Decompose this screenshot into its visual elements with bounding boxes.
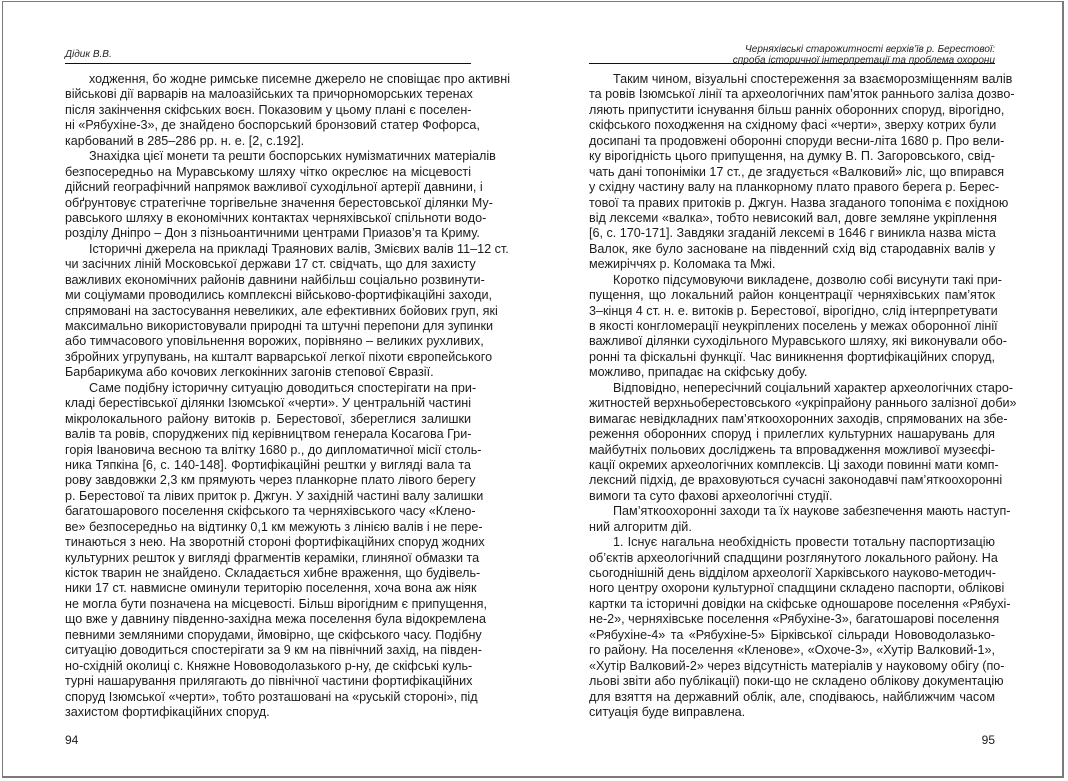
page-number: 95	[981, 733, 995, 747]
text-line: «Хутір Валковий-2» через відсутність матеріалів у науковому обігу (по-	[589, 658, 1005, 673]
paragraph	[589, 272, 1007, 381]
text-line: об’єктів археологічний спадщини розглянутого локального району. На	[589, 550, 998, 565]
text-line: Барбарикума або кочових легкокінних загонів степової Євразії.	[65, 365, 434, 380]
text-line: ронні та фіскальні функції. Час виникнення фортифікаційних споруд,	[589, 349, 995, 364]
paragraph	[589, 535, 1011, 720]
right-page-body	[589, 72, 1017, 720]
text-line: майбутніх польових досліджень та впровадження можливої музеєфі-	[589, 442, 995, 457]
text-line: вимоги та суто фахові археологічні студії.	[589, 488, 833, 503]
text-line: спрямовані на застосування невеликих, але ефективних бойових груп, які	[65, 303, 498, 318]
paragraph	[65, 380, 487, 721]
text-line: не-2», черняхівське поселення «Рябухіне-3», багатошарові поселення	[589, 612, 1000, 627]
text-line: важливої ділянки суходільного Муравського шляху, які виконували обо-	[589, 334, 1007, 349]
text-line: ні «Рябухіне-3», де знайдено боспорський бронзовий статер Фофорса,	[65, 118, 480, 133]
text-line: 3–кінця 4 ст. н. е. витоків р. Берестової, вірогідно, слід інтерпретувати	[589, 303, 998, 318]
text-line: Історичні джерела на прикладі Траянових валів, Змієвих валів 11–12 ст.	[89, 241, 509, 256]
text-line: у східну частину валу на планкорному плато правого берега р. Берес-	[589, 180, 1000, 195]
text-line: не могла бути позначена на місцевості. Більш вірогідним є припущення,	[65, 596, 487, 611]
text-line: захистом фортифікаційних споруд.	[65, 704, 270, 719]
text-line: [6, с. 170-171]. Завдяки згаданій лексемі в 1646 г виникла назва міста	[589, 226, 996, 241]
text-line: житностей верхньоберестовського «укріпрайону раннього залізної доби»	[589, 396, 1017, 411]
text-line: багатошарового поселення скіфського та черняхівського часу «Кленo-	[65, 504, 476, 519]
text-line: дійсний географічний напрямок важливої суходільної артерії давнини, і	[65, 180, 483, 195]
text-line: збройних угрупувань, на кшталт варварської легкої піхоти європейського	[65, 349, 493, 364]
text-line: для взяття на державний облік, але, сподіваюсь, найближчим часом	[589, 689, 995, 704]
text-line: Відповідно, непересічний соціальний характер археологічних старо-	[613, 380, 1014, 395]
text-line: Коротко підсумовуючи викладене, дозволю собі висунути такі при-	[613, 272, 1002, 287]
text-line: що вже у давнину південно-західна межа поселення була відокремлена	[65, 612, 486, 627]
text-line: «Рябухіне-4» та «Рябухіне-5» Бірківської сільради Нововодолазько-	[589, 627, 995, 642]
text-line: пущення, що локальний район концентрації черняхівських пам’яток	[589, 288, 995, 303]
text-line: льові звіти або публікації) поки-що не складено облікову документацію	[589, 674, 1004, 689]
text-line: ку вірогідність цього припущення, на думку В. П. Загоровського, свід-	[589, 149, 995, 164]
text-line: сьогоднішній день відділом археології Харківського науково-методич-	[589, 566, 996, 580]
text-line: в якості конгломерації неукріплених поселень у межах оборонної лінії	[589, 319, 998, 333]
text-line: мікролокального району витоків р. Берестової, збереглися залишки	[65, 411, 471, 426]
text-line: ходження, бо жодне римське писемне джерело не сповіщає про активні	[89, 72, 510, 86]
text-line: можливо, припадає на скіфську добу.	[589, 365, 808, 380]
text-line: Валок, яке було засноване на південний схід від стародавніх валів у	[589, 241, 995, 256]
text-line: межиріччях р. Коломака та Мжі.	[589, 257, 776, 272]
header-rule	[65, 63, 471, 64]
text-line: ного центру охорони культурної спадщини складено паспорти, облікові	[589, 581, 1005, 596]
text-line: безпосередньо на Муравському шляху чітко окреслює на місцевості	[65, 164, 471, 179]
text-line: ситуація буде виправлена.	[589, 704, 746, 719]
text-line: ника Тяпкіна [6, с. 140-148]. Фортифікаційні рештки у вигляді вала та	[65, 457, 471, 472]
paragraph	[589, 380, 1017, 505]
text-line: ми соціумами проводились комплексні військово-фортифікаційні заходи,	[65, 288, 493, 303]
text-line: кації окремих археологічних комплексів. Ці заходи повинні мати комп-	[589, 457, 999, 472]
text-line: після закінчення скіфських воєн. Показовим у цьому плані є поселен-	[65, 102, 472, 117]
text-line: рову завдовжки 2,3 км прямують через планкорне плато лівого берегу	[65, 473, 476, 488]
text-line: скіфського походження на східному фасі «черти», зверху котрих були	[589, 118, 997, 133]
text-line: картки та історичні довідки на скіфське одношарове поселення «Рябухі-	[589, 596, 1011, 611]
text-line: Знахідка цієї монети та решти боспорських нумізматичних матеріалів	[89, 149, 496, 164]
header-title-line: спроба історичної інтерпретації та проблема охорони	[732, 55, 995, 66]
text-line: або тимчасового уповільнення ворожих, порівняно – великих рухливих,	[65, 334, 484, 349]
text-line: карбований в 285–286 рр. н. е. [2, с.192].	[65, 133, 305, 148]
text-line: го району. На поселення «Кленове», «Охоче-3», «Хутір Валковий-1»,	[589, 643, 995, 658]
text-line: ники 17 ст. навмисне оминули територію поселення, хоча вона аж ніяк	[65, 581, 477, 596]
text-line: ляють припустити існування більш ранніх оборонних споруд, вірогідно,	[589, 102, 1005, 117]
text-line: р. Берестової та лівих приток р. Джгун. У західній частині валу залишки	[65, 488, 484, 503]
paragraph	[65, 149, 496, 242]
text-line: кісток тварин не знайдено. Складається хибне враження, що будівель-	[65, 566, 481, 580]
text-line: реження оборонних споруд і прилеглих культурних нашарувань для	[589, 427, 995, 442]
text-line: кладі берестівської ділянки Ізюмської «черти». У центральній частині	[65, 396, 471, 411]
text-line: ве» безпосередньо на відтинку 0,1 км межують з лінією валів і не пере-	[65, 519, 483, 534]
text-line: ситуацію доводиться спостерігати за 9 км на північний захід, на півден-	[65, 643, 482, 658]
text-line: валів та ровів, споруджених під керівництвом генерала Косагова Гри-	[65, 427, 472, 442]
text-line: досипані та продовжені оборонні споруди весни-літа 1680 р. Про вели-	[589, 133, 1005, 148]
left-page-body	[65, 72, 510, 720]
text-line: максимально використовували природні та штучні перепони для зупинки	[65, 319, 494, 333]
text-line: певними земляними спорудами, ймовірно, ще скіфського часу. Подібну	[65, 627, 482, 642]
text-line: Таким чином, візуальні спостереження за взаєморозміщенням валів	[613, 72, 1013, 86]
text-line: важливих економічних районів давнини найбільш соціально розвинути-	[65, 272, 485, 287]
header-title-line: Черняхівські старожитності верхів’їв р. Берестової:	[745, 44, 995, 55]
text-line: чать дані топоніміки 17 ст., де згадується «Валковий» ліс, що впирався	[589, 164, 1005, 179]
text-line: ний алгоритм дій.	[589, 519, 692, 534]
text-line: споруд Ізюмської «черти», тобто розташовані на «руській стороні», під	[65, 689, 478, 704]
text-line: та ровів Ізюмської лінії та археологічних пам’яток раннього заліза дозво-	[589, 87, 1015, 102]
paragraph	[589, 504, 1011, 535]
text-line: тинаються з нею. На зворотній стороні фортифікаційних споруд жодних	[65, 535, 485, 550]
text-line: чи засічних ліній Московської держави 17 ст. свідчать, що для захисту	[65, 257, 476, 272]
text-line: лексний підхід, де враховуються сучасні законодавчі пам’яткоохоронні	[589, 473, 1003, 488]
running-header-author: Дідик В.В.	[65, 49, 112, 60]
text-line: від лексеми «валка», тобто невисокий вал, довге земляне укріплення	[589, 210, 997, 225]
text-line: 1. Існує нагальна необхідність провести тотальну паспортизацію	[613, 535, 995, 550]
paragraph	[65, 241, 509, 381]
text-line: турні нашарування прилягають до північної частини фортифікаційних	[65, 674, 473, 689]
text-line: культурних решток у вигляді фрагментів кераміки, глиняної обмазки та	[65, 550, 480, 565]
paragraph	[589, 72, 1015, 273]
text-line: равського шляху в економічних контактах черняхівської спільноти водо-	[65, 210, 487, 225]
text-line: горія Івановича весною та влітку 1680 р., до дипломатичної місії столь-	[65, 442, 482, 457]
text-line: розділу Дніпро – Дон з пізньоантичними центрами Приазов’я та Криму.	[65, 226, 480, 241]
text-line: Пам’яткоохоронні заходи та їх наукове забезпечення мають наступ-	[613, 504, 1011, 519]
text-line: обґрунтовує стратегічне торгівельне значення берестовської ділянки Му-	[65, 195, 493, 210]
header-rule	[589, 63, 995, 64]
text-line: військові дії варварів на малоазійських та причорноморських теренах	[65, 87, 473, 102]
page-number: 94	[65, 733, 79, 747]
text-line: но-східній околиці с. Княжне Нововодолазького р-ну, де скіфські куль-	[65, 658, 473, 673]
text-line: тової та правих притоків р. Джгун. Назва згаданого топоніма є похідною	[589, 195, 1009, 210]
text-line: Саме подібну історичну ситуацію доводиться спостерігати на при-	[89, 380, 477, 395]
text-line: вимагає невідкладних пам’яткоохоронних заходів, спрямованих на збе-	[589, 411, 1008, 426]
paragraph	[65, 72, 510, 149]
